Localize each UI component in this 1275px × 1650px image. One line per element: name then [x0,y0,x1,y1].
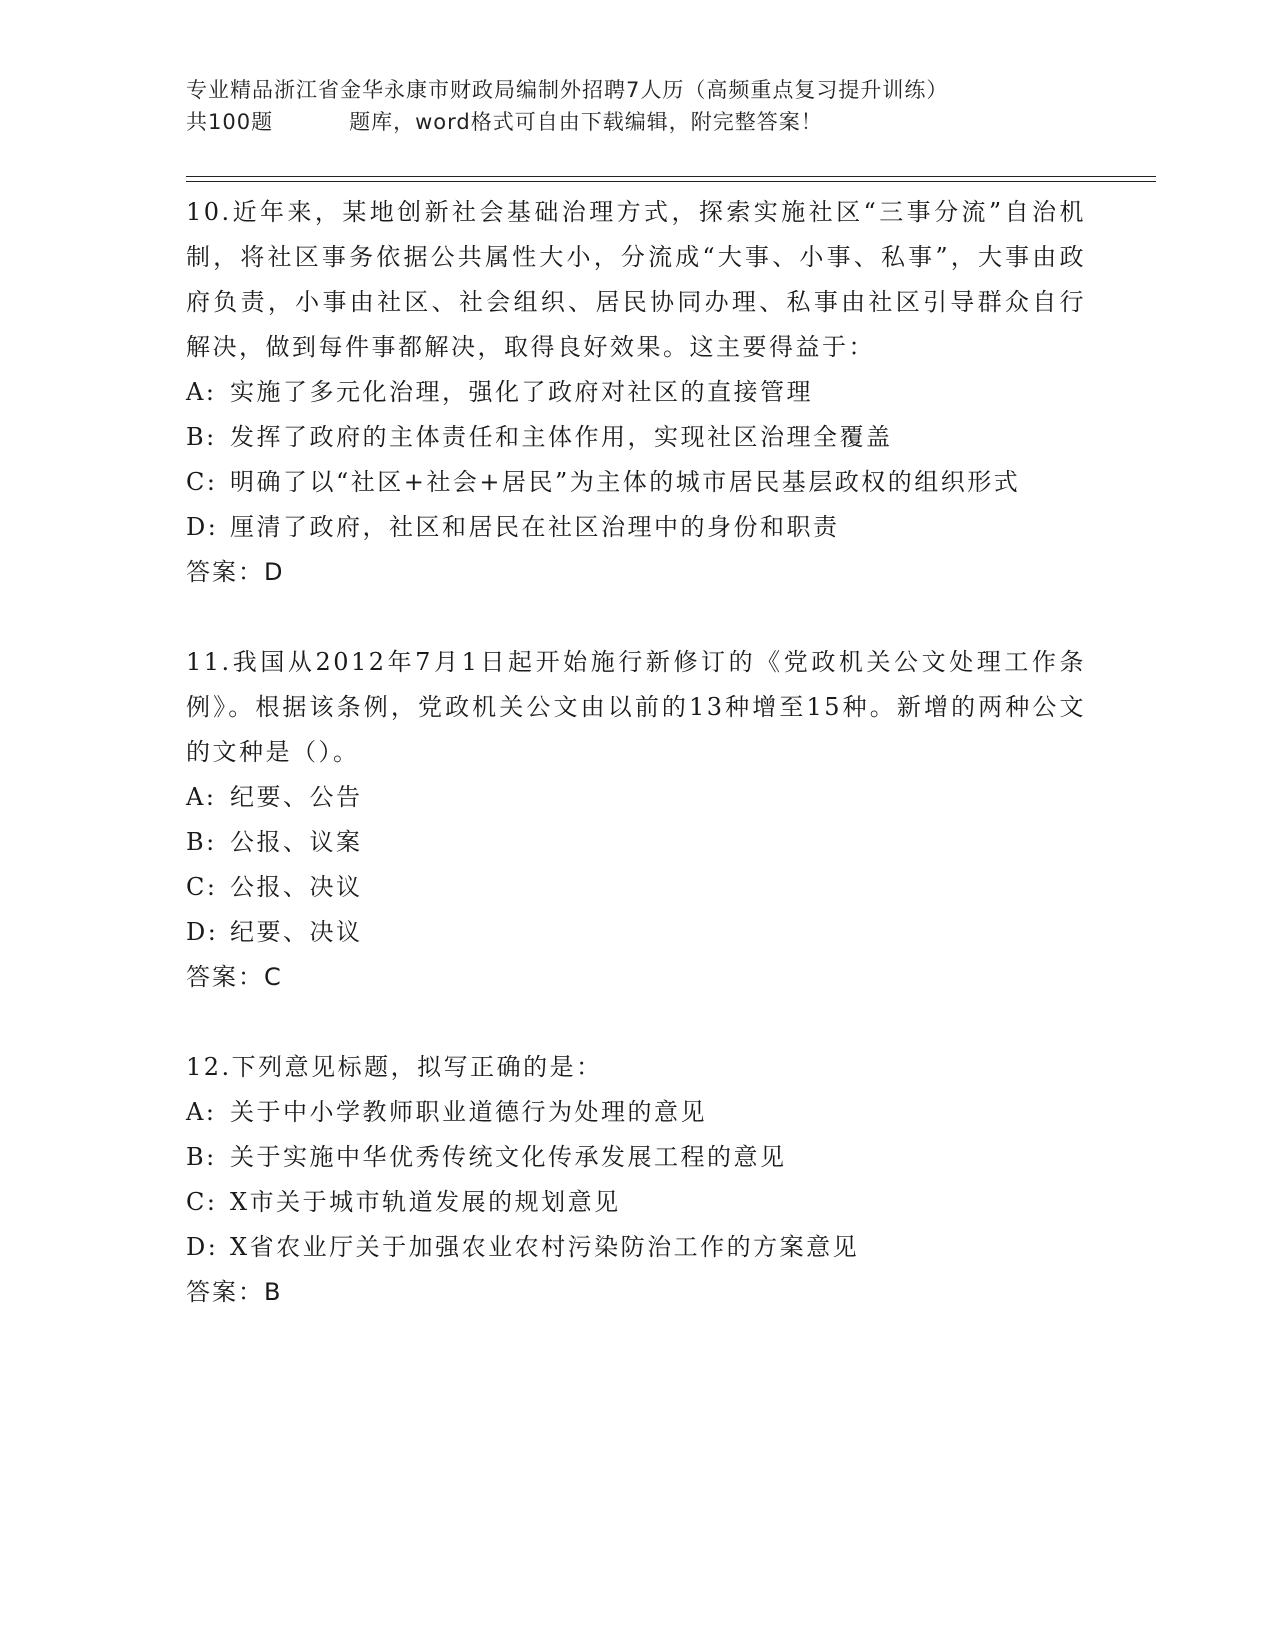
option-text: 公报、决议 [230,873,363,901]
header-divider-top [186,176,1156,177]
option-text: X市关于城市轨道发展的规划意见 [230,1188,621,1216]
answer: 答案：C [186,963,283,991]
option-key: C: [186,1188,218,1216]
option-key: A: [186,783,217,811]
option-key: D: [186,1233,219,1261]
option-b [186,415,1086,460]
header-question-count: 共100题 [186,110,274,134]
option-key: B: [186,828,217,856]
option-d [186,910,1086,955]
question-list [186,190,1086,1315]
option-key: D: [186,918,219,946]
option-c [186,1180,1086,1225]
option-key: A: [186,378,217,406]
header-divider-bottom [186,181,1156,182]
option-key: B: [186,423,217,451]
option-text: X省农业厅关于加强农业农村污染防治工作的方案意见 [230,1233,860,1261]
option-text: 关于实施中华优秀传统文化传承发展工程的意见 [230,1143,787,1171]
question-spacer [186,1000,1086,1045]
option-text: 关于中小学教师职业道德行为处理的意见 [230,1098,707,1126]
option-text: 纪要、公告 [230,783,363,811]
document-header [186,74,1066,138]
question-text: 11.我国从2012年7月1日起开始施行新修订的《党政机关公文处理工作条例》。根据该条例，党政机关公文由以前的13种增至15种。新增的两种公文的文种是（）。 [186,648,1086,766]
option-key: C: [186,873,218,901]
option-d [186,1225,1086,1270]
option-text: 公报、议案 [230,828,363,856]
option-key: A: [186,1098,217,1126]
question-10 [186,190,1086,595]
option-text: 实施了多元化治理，强化了政府对社区的直接管理 [230,378,813,406]
option-text: 明确了以“社区+社会+居民”为主体的城市居民基层政权的组织形式 [230,468,1021,496]
option-text: 厘清了政府，社区和居民在社区治理中的身份和职责 [230,513,840,541]
header-title: 专业精品浙江省金华永康市财政局编制外招聘7人历（高频重点复习提升训练） [186,78,949,102]
option-key: D: [186,513,219,541]
option-key: B: [186,1143,217,1171]
header-subtitle [186,106,1066,138]
option-a [186,370,1086,415]
question-text: 12.下列意见标题，拟写正确的是： [186,1053,603,1081]
header-description: 题库，word格式可自由下载编辑，附完整答案！ [349,110,823,134]
option-key: C: [186,468,218,496]
option-a [186,1090,1086,1135]
question-spacer [186,595,1086,640]
question-12 [186,1045,1086,1315]
option-c [186,865,1086,910]
question-11 [186,640,1086,1000]
option-b [186,1135,1086,1180]
option-c [186,460,1086,505]
answer: 答案：B [186,1278,283,1306]
option-b [186,820,1086,865]
option-a [186,775,1086,820]
option-d [186,505,1086,550]
option-text: 纪要、决议 [230,918,363,946]
question-text: 10.近年来，某地创新社会基础治理方式，探索实施社区“三事分流”自治机制，将社区事务依据公共属性大小，分流成“大事、小事、私事”，大事由政府负责，小事由社区、社会组织、居民协同办理、私事由社区引导群众自行解决，做到每件事都解决，取得良好效果。这主要得益于： [186,198,1086,361]
answer: 答案：D [186,558,285,586]
option-text: 发挥了政府的主体责任和主体作用，实现社区治理全覆盖 [230,423,893,451]
